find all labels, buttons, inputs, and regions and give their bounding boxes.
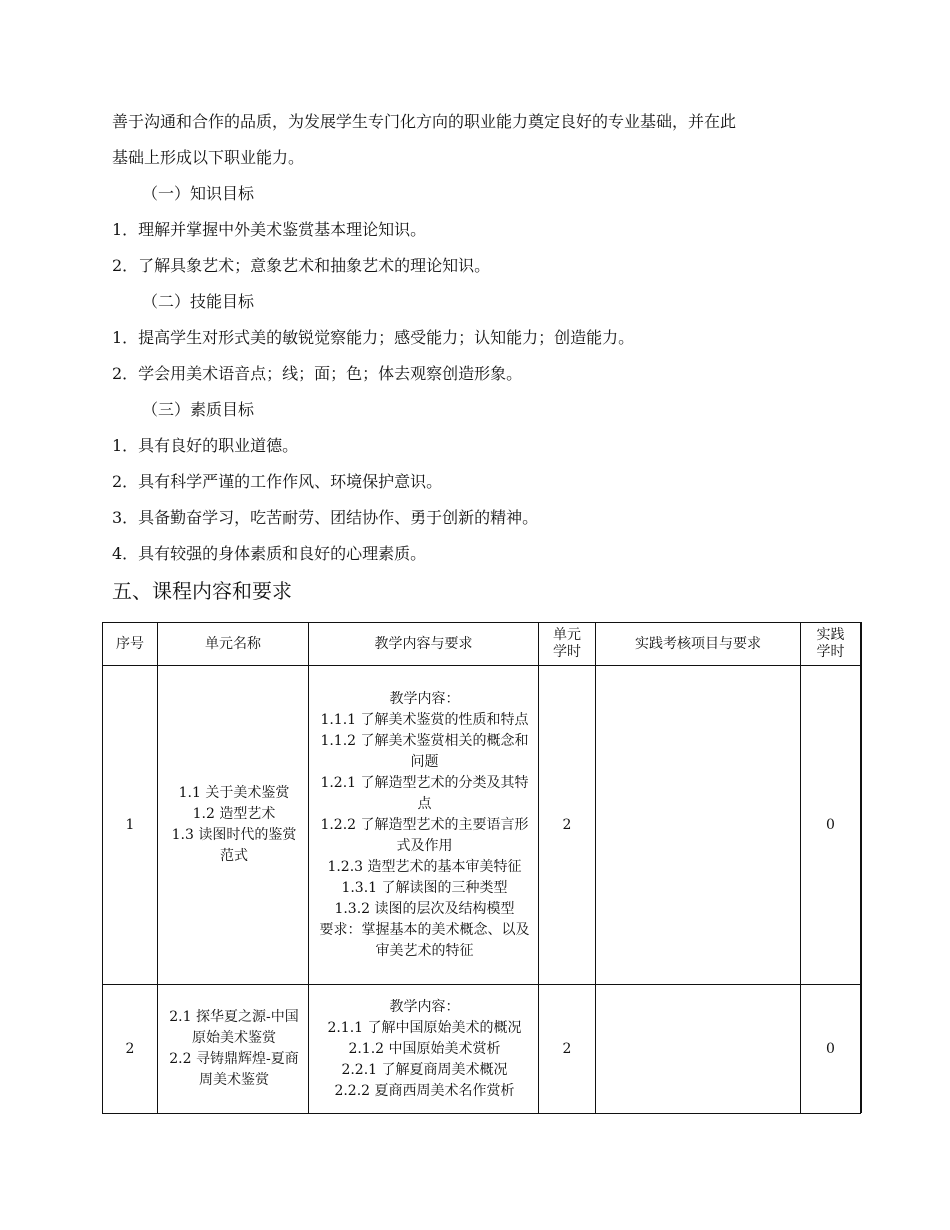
course-content-table: [102, 622, 861, 1114]
cell-practice-hours: 0: [801, 666, 861, 985]
content-line: 1.3.2 读图的层次及结构模型: [334, 901, 515, 917]
paragraph: 基础上形成以下职业能力。: [112, 148, 305, 167]
section-heading: 五、课程内容和要求: [112, 579, 292, 603]
cell-practice: [596, 985, 801, 1114]
content-line: 2.1.1 了解中国原始美术的概况: [327, 1020, 522, 1036]
header-unit-hours: 单元学时: [539, 623, 596, 666]
content-line: 要求：掌握基本的美术概念、以及审美艺术的特征: [319, 922, 530, 959]
content-line: 1.2.1 了解造型艺术的分类及其特点: [320, 775, 529, 812]
list-item: 1．提高学生对形式美的敏锐觉察能力；感受能力；认知能力；创造能力。: [112, 328, 635, 347]
subheading-quality-goals: （三）素质目标: [142, 400, 255, 419]
content-line: 1.2.3 造型艺术的基本审美特征: [327, 859, 522, 875]
table-outer-border: [861, 622, 862, 1113]
content-line: 1.1.1 了解美术鉴赏的性质和特点: [320, 712, 529, 728]
cell-content: [309, 985, 539, 1114]
list-item: 2．了解具象艺术；意象艺术和抽象艺术的理论知识。: [112, 256, 491, 275]
unit-line: 1.1 关于美术鉴赏: [178, 785, 290, 801]
cell-unit-name: [158, 985, 309, 1114]
table-header-row: [103, 623, 861, 666]
unit-line: 2.2 寻铸鼎辉煌-夏商周美术鉴赏: [169, 1051, 299, 1088]
header-practice-hours: 实践学时: [801, 623, 861, 666]
content-line: 2.1.2 中国原始美术赏析: [348, 1041, 501, 1057]
list-item: 4．具有较强的身体素质和良好的心理素质。: [112, 544, 427, 563]
table-row: [103, 985, 861, 1114]
unit-line: 2.1 探华夏之源-中国原始美术鉴赏: [169, 1009, 299, 1046]
cell-unit-name: [158, 666, 309, 985]
body-text: [112, 104, 852, 572]
content-line: 1.1.2 了解美术鉴赏相关的概念和问题: [320, 733, 529, 770]
cell-unit-hours: 2: [539, 985, 596, 1114]
content-line: 教学内容：: [389, 999, 460, 1015]
content-line: 2.2.1 了解夏商周美术概况: [341, 1062, 508, 1078]
list-item: 3．具备勤奋学习，吃苦耐劳、团结协作、勇于创新的精神。: [112, 508, 539, 527]
list-item: 2．学会用美术语音点；线；面；色；体去观察创造形象。: [112, 364, 523, 383]
list-item: 2．具有科学严谨的工作作风、环境保护意识。: [112, 472, 443, 491]
cell-practice-hours: 0: [801, 985, 861, 1114]
content-line: 教学内容：: [389, 691, 460, 707]
unit-line: 1.3 读图时代的鉴赏范式: [171, 827, 297, 864]
cell-no: 2: [103, 985, 158, 1114]
content-line: 2.2.2 夏商西周美术名作赏析: [334, 1083, 515, 1099]
content-line: 1.3.1 了解读图的三种类型: [341, 880, 508, 896]
cell-no: 1: [103, 666, 158, 985]
header-practice: 实践考核项目与要求: [596, 623, 801, 666]
subheading-skill-goals: （二）技能目标: [142, 292, 255, 311]
list-item: 1．具有良好的职业道德。: [112, 436, 299, 455]
table-row: [103, 666, 861, 985]
cell-content: [309, 666, 539, 985]
content-line: 1.2.2 了解造型艺术的主要语言形式及作用: [320, 817, 529, 854]
cell-unit-hours: 2: [539, 666, 596, 985]
header-no: 序号: [103, 623, 158, 666]
unit-line: 1.2 造型艺术: [192, 806, 276, 822]
subheading-knowledge-goals: （一）知识目标: [142, 184, 255, 203]
header-content: 教学内容与要求: [309, 623, 539, 666]
cell-practice: [596, 666, 801, 985]
list-item: 1．理解并掌握中外美术鉴赏基本理论知识。: [112, 220, 427, 239]
paragraph: 善于沟通和合作的品质，为发展学生专门化方向的职业能力奠定良好的专业基础，并在此: [112, 112, 737, 131]
header-unit-name: 单元名称: [158, 623, 309, 666]
